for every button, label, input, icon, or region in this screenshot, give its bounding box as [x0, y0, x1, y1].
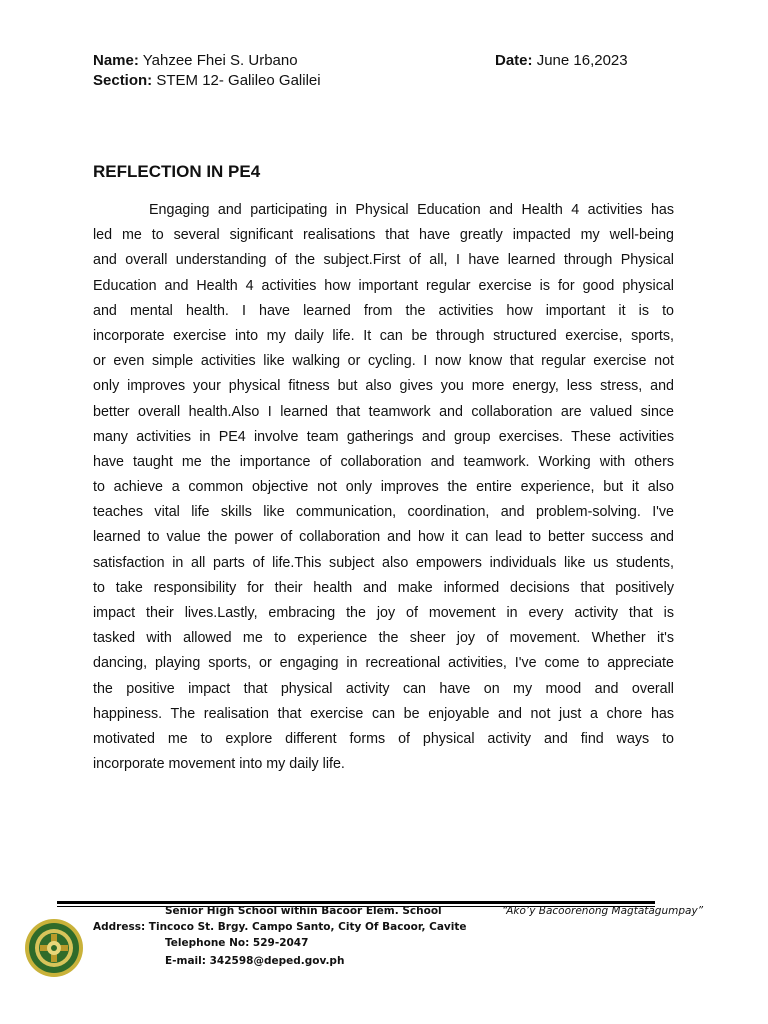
- body-line: incorporate exercise into my daily life. It can be through structured exercise, sports,: [93, 327, 674, 344]
- name-field: [93, 52, 298, 70]
- body-line: only improves your physical fitness but also gives you more energy, less stress, and: [93, 378, 674, 395]
- footer-school-name: Senior High School within Bacoor Elem. School: [165, 905, 442, 917]
- body-line: led me to several significant realisations that have greatly impacted my well-being: [93, 227, 674, 244]
- body-line: Engaging and participating in Physical Education and Health 4 activities has: [149, 202, 674, 218]
- body-line: to take responsibility for their health and make informed decisions that positively: [93, 579, 674, 596]
- footer-motto: “Ako’y Bacooreñong Magtatagumpay”: [502, 905, 704, 917]
- footer-email: E-mail: 342598@deped.gov.ph: [165, 955, 345, 967]
- body-line: and mental health. I have learned from the activities how important it is to: [93, 302, 674, 319]
- body-line: dancing, playing sports, or engaging in recreational activities, I've come to appreciate: [93, 655, 674, 672]
- footer-divider: [57, 901, 655, 904]
- body-line: many activities in PE4 involve team gatherings and group exercises. These activities: [93, 428, 674, 445]
- body-line: tasked with allowed me to experience the sheer joy of movement. Whether it's: [93, 630, 674, 647]
- body-line: have taught me the importance of collaboration and teamwork. Working with others: [93, 453, 674, 470]
- body-line: incorporate movement into my daily life.: [93, 756, 345, 773]
- body-line: or even simple activities like walking or cycling. I now know that regular exercise not: [93, 353, 674, 370]
- document-title: REFLECTION IN PE4: [93, 162, 261, 181]
- body-line: learned to value the power of collaboration and how it can lead to better success and: [93, 529, 674, 546]
- body-line: Education and Health 4 activities how important regular exercise is for good physical: [93, 277, 674, 294]
- name-value: Yahzee Fhei S. Urbano: [142, 52, 298, 69]
- reflection-body: [93, 198, 674, 777]
- date-field: [495, 52, 628, 70]
- body-line: motivated me to explore different forms of physical activity and find ways to: [93, 730, 674, 747]
- body-line: happiness. The realisation that exercise can be enjoyable and not just a chore has: [93, 705, 674, 722]
- section-field: [93, 72, 321, 90]
- date-label: Date:: [495, 52, 533, 69]
- footer-address: Address: Tincoco St. Brgy. Campo Santo, City Of Bacoor, Cavite: [93, 921, 467, 933]
- footer-telephone: Telephone No: 529-2047: [165, 937, 309, 949]
- body-line: the positive impact that physical activity can have on my mood and overall: [93, 680, 674, 697]
- body-line: and overall understanding of the subject.First of all, I have learned through Physical: [93, 252, 674, 269]
- section-value: STEM 12- Galileo Galilei: [156, 72, 321, 89]
- body-line: satisfaction in all parts of life.This subject also empowers individuals like us students,: [93, 554, 674, 571]
- body-line: teaches vital life skills like communication, coordination, and problem-solving. I've: [93, 504, 674, 521]
- body-line: better overall health.Also I learned that teamwork and collaboration are valued since: [93, 403, 674, 420]
- name-label: Name:: [93, 52, 139, 69]
- body-line: impact their lives.Lastly, embracing the joy of movement in every activity that is: [93, 605, 674, 621]
- section-label: Section:: [93, 72, 153, 89]
- deped-seal-icon: [24, 918, 84, 978]
- date-value: June 16,2023: [536, 52, 628, 69]
- body-line: to achieve a common objective not only improves the entire experience, but it also: [93, 479, 674, 496]
